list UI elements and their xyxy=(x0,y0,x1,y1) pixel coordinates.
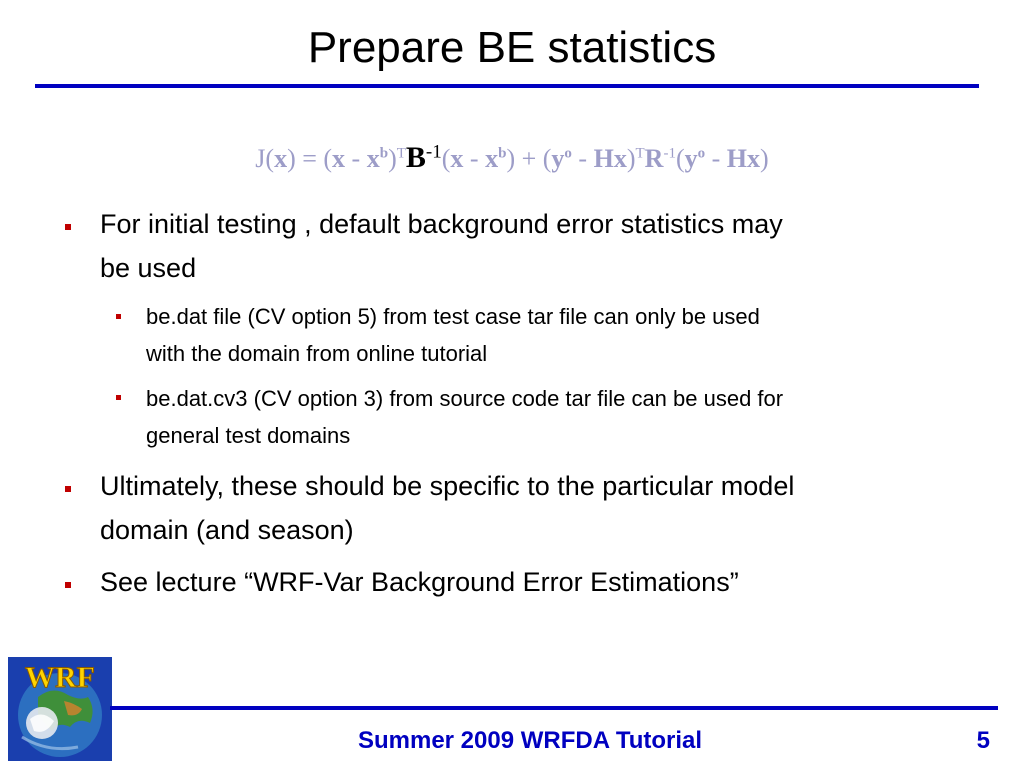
sub-bullet-marker xyxy=(116,395,121,400)
bullet-item-2: Ultimately, these should be specific to the particular model domain (and season) xyxy=(100,471,795,545)
svg-text:WRF: WRF xyxy=(25,661,95,694)
bullet-marker xyxy=(65,582,71,588)
sub-bullet-marker xyxy=(116,314,121,319)
footer-divider xyxy=(110,706,998,710)
bullet-marker xyxy=(65,486,71,492)
bullet-item-1: For initial testing , default background error statistics may be used xyxy=(100,209,783,283)
sub-bullet-item-1: be.dat file (CV option 5) from test case tar file can only be used with the domain from online tutorial xyxy=(146,304,760,366)
sub-bullet-item-2: be.dat.cv3 (CV option 3) from source code tar file can be used for general test domains xyxy=(146,386,784,448)
title-divider xyxy=(35,84,979,88)
footer-text: Summer 2009 WRFDA Tutorial xyxy=(357,727,703,754)
slide-title: Prepare BE statistics xyxy=(307,23,717,72)
wrf-logo xyxy=(8,657,112,761)
cost-function-equation: $J(x) = (x - x^b)^TB^{-1}(x - x^b) + (y^o - Hx)^TR^{-1}(y^o - Hx)$ xyxy=(255,141,769,174)
wrf-globe-logo-icon xyxy=(8,657,112,761)
bullet-marker xyxy=(65,224,71,230)
page-number: 5 xyxy=(976,727,990,754)
bullet-item-3: See lecture “WRF-Var Background Error Estimations” xyxy=(100,567,739,597)
